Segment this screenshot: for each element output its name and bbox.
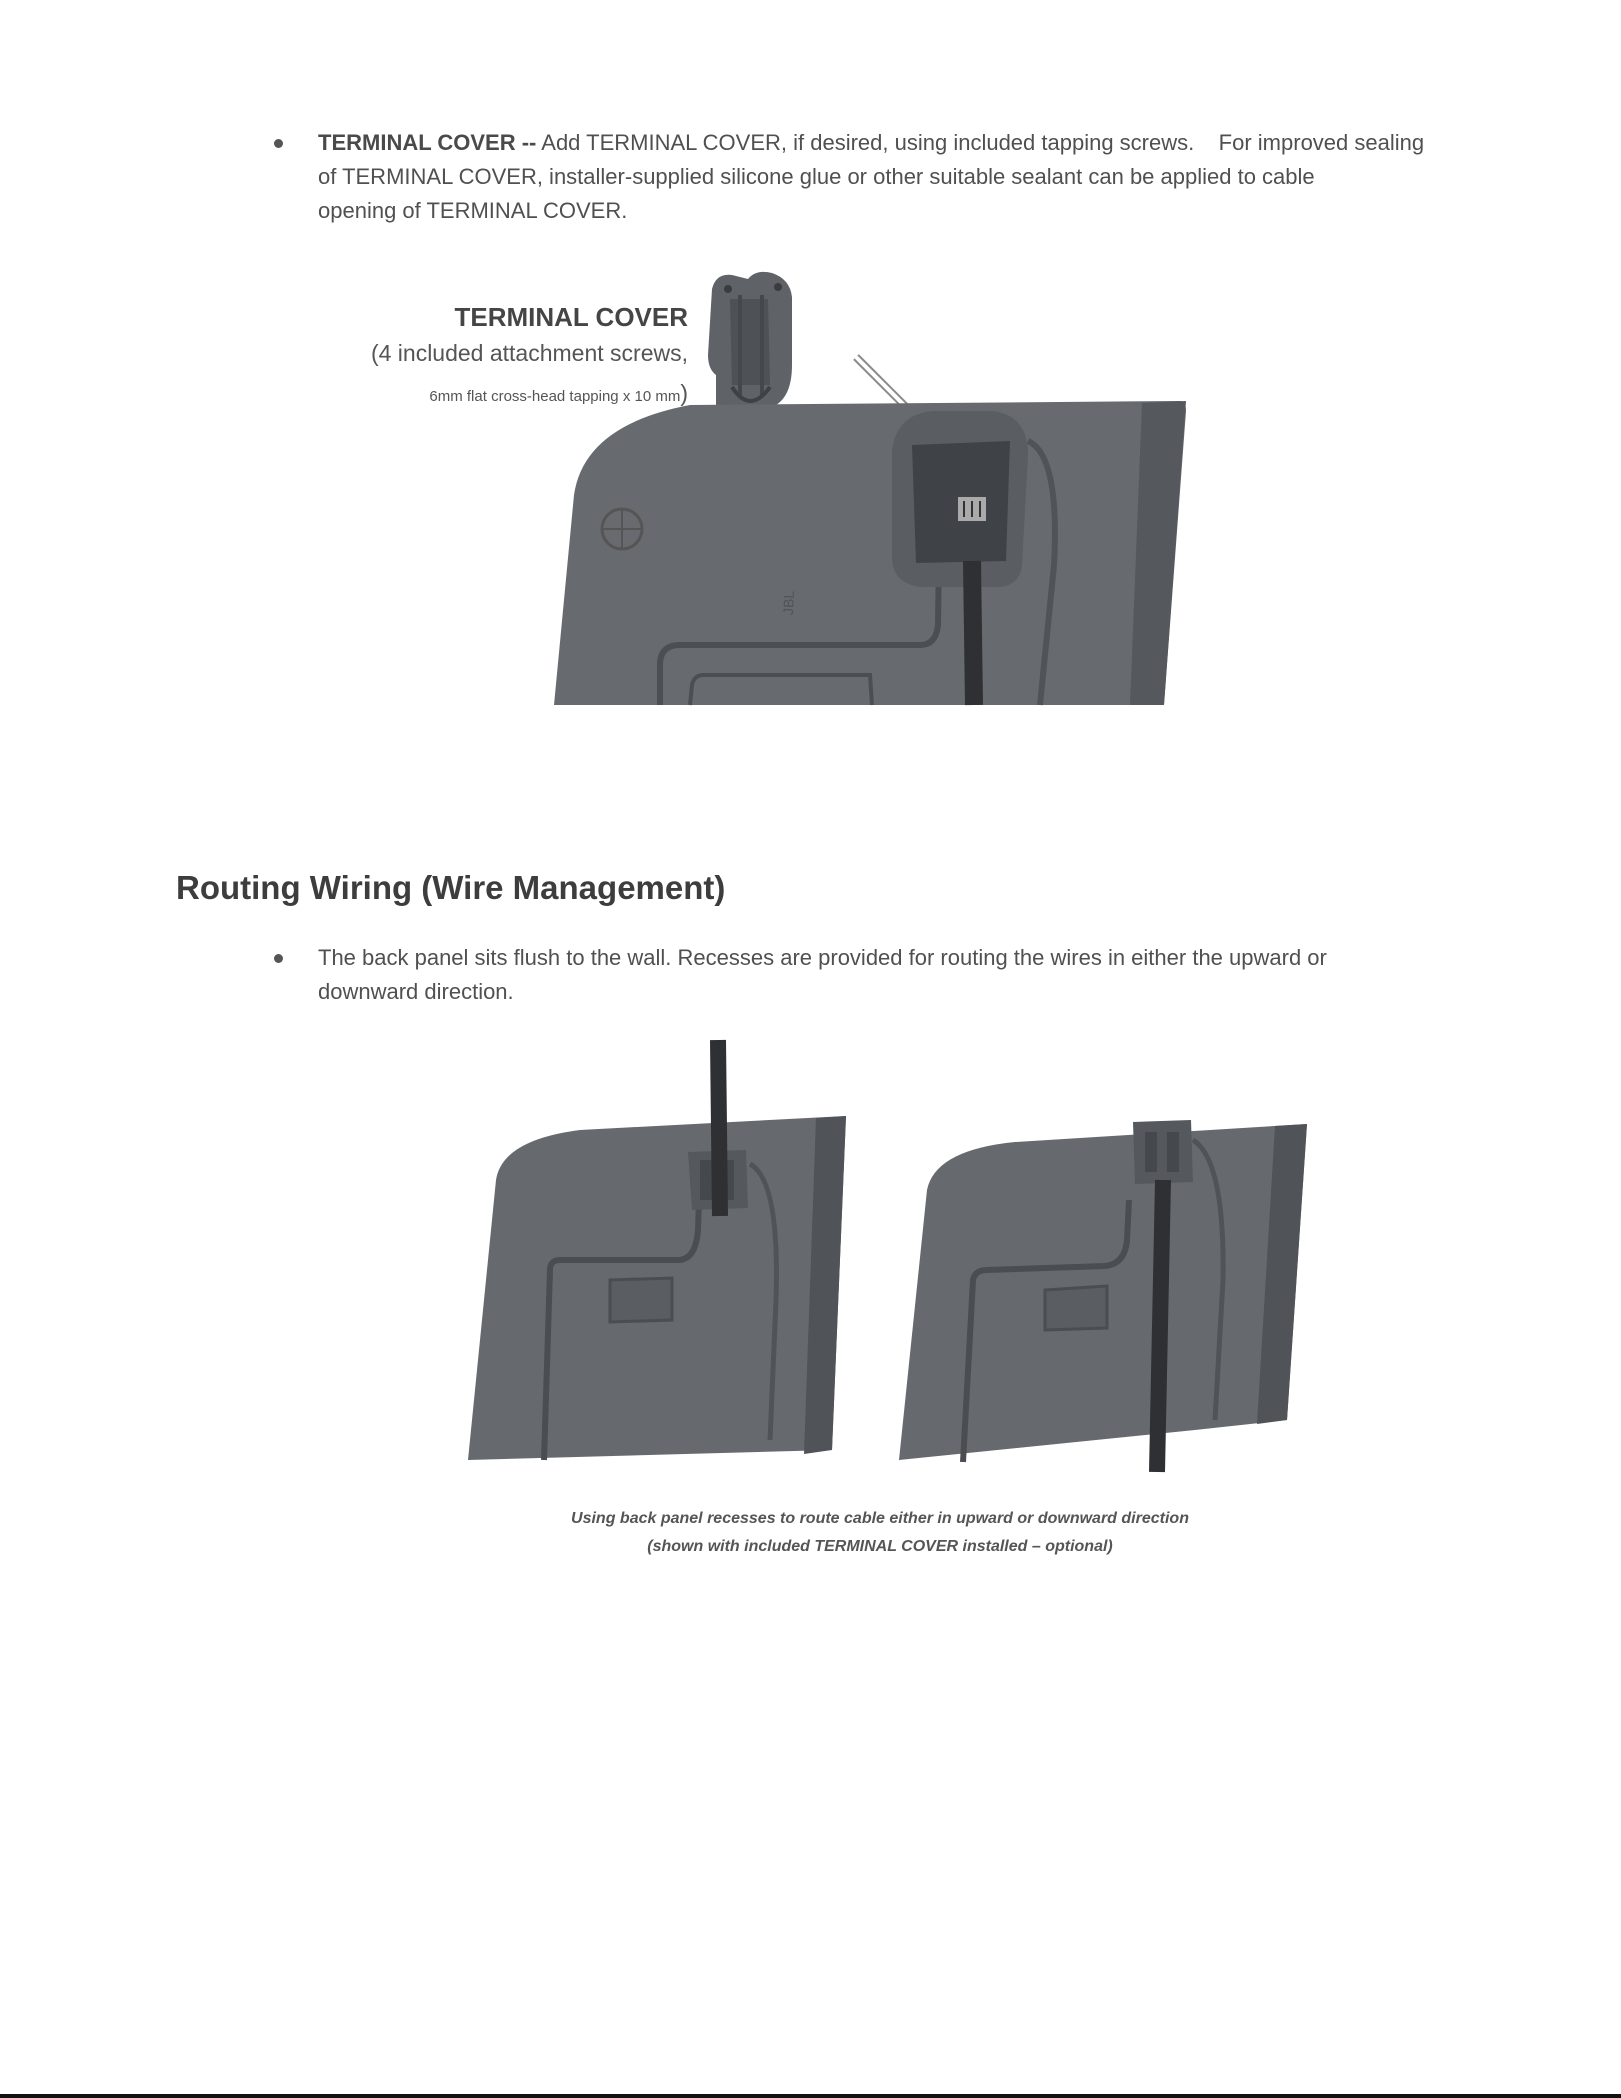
bullet-terminal-cover	[274, 139, 283, 148]
callout-close-paren: )	[680, 380, 688, 406]
routing-line-1: The back panel sits flush to the wall. Recesses are provided for routing the wires in either the upward or	[318, 945, 1327, 970]
routing-line-2: downward direction.	[318, 979, 514, 1004]
terminal-cover-line-1-text: Add TERMINAL COVER, if desired, using included tapping screws. For improved sealing	[536, 130, 1425, 155]
page-bottom-edge	[0, 2094, 1621, 2098]
routing-paragraph	[318, 941, 1568, 1009]
terminal-cover-lead: TERMINAL COVER --	[318, 130, 537, 155]
routing-figure-upward	[460, 1040, 850, 1470]
figure-caption-line-2: (shown with included TERMINAL COVER installed – optional)	[647, 1538, 1113, 1555]
terminal-cover-line-2: of TERMINAL COVER, installer-supplied silicone glue or other suitable sealant can be applied to cable	[318, 164, 1315, 189]
routing-figure-downward	[895, 1080, 1315, 1480]
terminal-cover-line-3: opening of TERMINAL COVER.	[318, 198, 628, 223]
figure-caption-line-1: Using back panel recesses to route cable either in upward or downward direction	[571, 1510, 1189, 1527]
terminal-cover-figure	[540, 265, 1200, 710]
callout-spec-text: 6mm flat cross-head tapping x 10 mm	[429, 388, 681, 405]
callout-screws-line: (4 included attachment screws,	[370, 340, 688, 366]
bullet-routing	[274, 954, 283, 963]
speaker-back-panel	[554, 401, 1186, 705]
routing-wiring-heading: Routing Wiring (Wire Management)	[176, 869, 726, 906]
terminal-cover-paragraph	[318, 126, 1568, 228]
jbl-logo: JBL	[780, 590, 797, 616]
terminal-cover-line-1	[318, 126, 1568, 160]
callout-title: TERMINAL COVER	[454, 302, 688, 332]
